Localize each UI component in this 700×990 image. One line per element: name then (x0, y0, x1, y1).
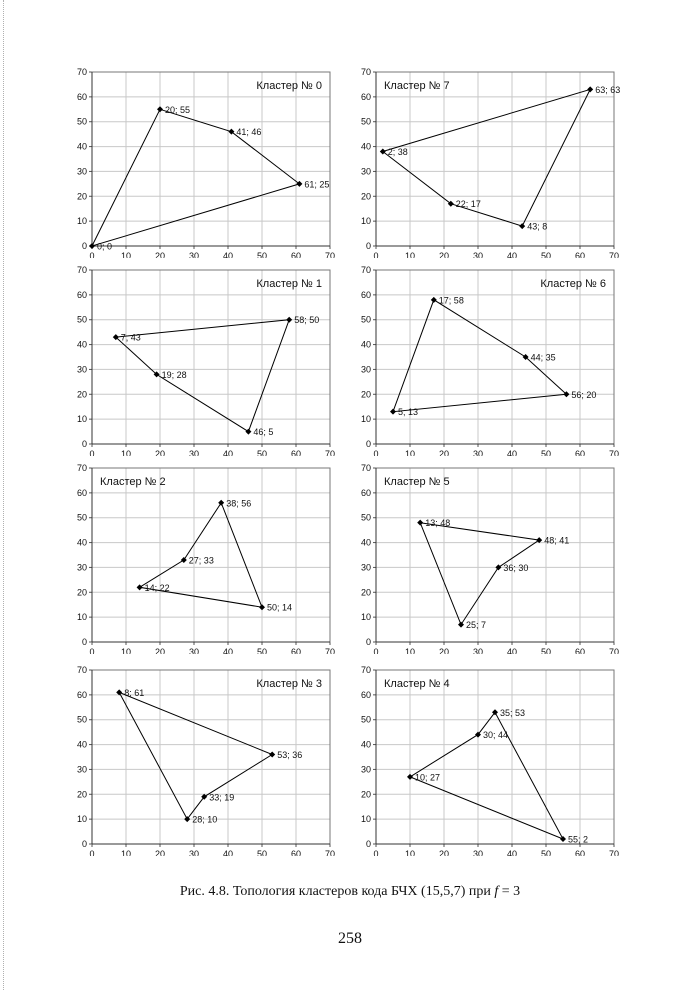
x-tick-label: 60 (290, 251, 302, 258)
chart-cluster-7 (336, 60, 666, 258)
figure-caption (0, 884, 700, 900)
chart-cluster-6 (336, 258, 666, 456)
y-tick-label: 0 (365, 839, 371, 849)
x-tick-label: 70 (608, 849, 620, 856)
caption-variable: f (494, 884, 499, 899)
y-tick-label: 70 (360, 463, 371, 473)
x-tick-label: 40 (222, 251, 234, 258)
data-point-label: 58; 50 (294, 315, 320, 326)
y-tick-label: 10 (360, 216, 371, 227)
data-point-label: 38; 56 (226, 498, 252, 509)
y-tick-label: 20 (76, 587, 87, 598)
y-tick-label: 20 (360, 587, 371, 598)
data-point-label: 7; 43 (120, 332, 141, 343)
data-point-label: 20; 55 (165, 104, 191, 115)
data-point-marker (157, 106, 163, 112)
y-tick-label: 10 (76, 216, 87, 227)
x-tick-label: 10 (404, 251, 416, 258)
data-point-label: 19; 28 (161, 369, 187, 380)
x-tick-label: 30 (188, 647, 200, 654)
data-point-marker (269, 752, 275, 758)
x-tick-label: 50 (540, 449, 552, 456)
chart-svg (52, 258, 382, 456)
data-point-label: 33; 19 (209, 792, 235, 803)
chart-cluster-2 (52, 456, 382, 654)
y-tick-label: 0 (365, 637, 371, 647)
y-tick-label: 10 (76, 612, 87, 623)
x-tick-label: 20 (438, 449, 450, 456)
chart-svg (52, 456, 382, 654)
x-tick-label: 30 (472, 251, 484, 258)
x-tick-label: 30 (472, 849, 484, 856)
data-point-label: 48; 41 (544, 535, 570, 546)
x-tick-label: 50 (540, 849, 552, 856)
x-tick-label: 50 (256, 647, 268, 654)
x-tick-label: 10 (120, 647, 132, 654)
x-tick-label: 10 (120, 849, 132, 856)
x-tick-label: 20 (154, 449, 166, 456)
chart-title: Кластер № 2 (100, 476, 166, 488)
data-point-label: 53; 36 (277, 750, 303, 761)
x-tick-label: 60 (290, 647, 302, 654)
y-tick-label: 60 (360, 91, 371, 102)
x-tick-label: 50 (540, 251, 552, 258)
x-tick-label: 70 (608, 251, 620, 258)
x-tick-label: 10 (404, 449, 416, 456)
data-point-label: 2; 38 (387, 147, 408, 158)
x-tick-label: 40 (222, 647, 234, 654)
x-tick-label: 60 (574, 449, 586, 456)
data-point-label: 61; 25 (304, 179, 330, 190)
data-point-marker (495, 564, 501, 570)
x-tick-label: 20 (438, 647, 450, 654)
data-point-marker (181, 557, 187, 563)
y-tick-label: 40 (76, 141, 87, 152)
x-tick-label: 60 (290, 849, 302, 856)
chart-title: Кластер № 5 (384, 476, 450, 488)
x-tick-label: 0 (373, 251, 379, 258)
x-tick-label: 0 (89, 849, 95, 856)
y-tick-label: 40 (76, 537, 87, 548)
data-point-marker (137, 584, 143, 590)
y-tick-label: 50 (76, 714, 87, 725)
x-tick-label: 60 (290, 449, 302, 456)
y-tick-label: 50 (360, 512, 371, 523)
series-polygon (92, 109, 299, 246)
y-tick-label: 40 (360, 537, 371, 548)
x-tick-label: 50 (256, 449, 268, 456)
y-tick-label: 70 (360, 665, 371, 675)
y-tick-label: 30 (76, 562, 87, 573)
x-tick-label: 10 (120, 251, 132, 258)
x-tick-label: 10 (404, 647, 416, 654)
data-point-label: 55; 2 (568, 834, 589, 845)
chart-svg (336, 456, 666, 654)
y-tick-label: 10 (76, 414, 87, 425)
data-point-label: 44; 35 (530, 352, 556, 363)
data-point-label: 8; 61 (124, 687, 145, 698)
y-tick-label: 50 (76, 116, 87, 127)
data-point-marker (407, 774, 413, 780)
y-tick-label: 30 (360, 562, 371, 573)
y-tick-label: 50 (360, 714, 371, 725)
x-tick-label: 60 (574, 647, 586, 654)
page-number: 258 (338, 930, 362, 947)
data-point-label: 14; 22 (144, 582, 170, 593)
chart-title: Кластер № 3 (256, 678, 322, 690)
data-point-label: 50; 14 (267, 602, 293, 613)
x-tick-label: 0 (89, 251, 95, 258)
x-tick-label: 70 (324, 849, 336, 856)
y-tick-label: 20 (360, 789, 371, 800)
x-tick-label: 10 (404, 849, 416, 856)
data-point-marker (89, 243, 95, 249)
y-tick-label: 10 (360, 612, 371, 623)
chart-cluster-3 (52, 658, 382, 856)
chart-svg (336, 258, 666, 456)
y-tick-label: 70 (76, 265, 87, 275)
data-point-marker (390, 409, 396, 415)
y-tick-label: 40 (360, 739, 371, 750)
plot-frame (376, 468, 614, 642)
data-point-label: 41; 46 (236, 127, 262, 138)
chart-svg (336, 658, 666, 856)
data-point-marker (458, 622, 464, 628)
y-tick-label: 50 (76, 512, 87, 523)
y-tick-label: 40 (360, 339, 371, 350)
x-tick-label: 40 (506, 647, 518, 654)
x-tick-label: 20 (154, 251, 166, 258)
caption-suffix: = 3 (501, 884, 521, 899)
y-tick-label: 60 (360, 289, 371, 300)
chart-cluster-4 (336, 658, 666, 856)
data-point-marker (259, 604, 265, 610)
plot-frame (92, 72, 330, 246)
series-polygon (420, 523, 539, 625)
y-tick-label: 0 (81, 241, 87, 251)
x-tick-label: 70 (324, 449, 336, 456)
data-point-marker (587, 86, 593, 92)
data-point-marker (519, 223, 525, 229)
chart-title: Кластер № 6 (540, 278, 606, 290)
data-point-label: 35; 53 (500, 707, 526, 718)
x-tick-label: 0 (89, 449, 95, 456)
data-point-label: 0; 0 (97, 241, 113, 252)
x-tick-label: 40 (222, 849, 234, 856)
data-point-marker (286, 317, 292, 323)
x-tick-label: 50 (256, 251, 268, 258)
x-tick-label: 70 (324, 647, 336, 654)
x-tick-label: 0 (373, 849, 379, 856)
y-tick-label: 10 (76, 814, 87, 825)
x-tick-label: 20 (154, 647, 166, 654)
x-tick-label: 20 (438, 849, 450, 856)
y-tick-label: 30 (76, 166, 87, 177)
y-tick-label: 70 (76, 463, 87, 473)
x-tick-label: 70 (324, 251, 336, 258)
y-tick-label: 20 (76, 789, 87, 800)
x-tick-label: 50 (256, 849, 268, 856)
y-tick-label: 20 (76, 389, 87, 400)
data-point-label: 46; 5 (253, 427, 274, 438)
chart-cluster-0 (52, 60, 382, 258)
y-tick-label: 30 (76, 364, 87, 375)
y-tick-label: 30 (360, 764, 371, 775)
y-tick-label: 10 (360, 414, 371, 425)
caption-prefix: Рис. 4.8. Топология кластеров кода БЧХ (15,5,7) при (179, 884, 491, 899)
y-tick-label: 20 (76, 191, 87, 202)
x-tick-label: 40 (506, 849, 518, 856)
data-point-label: 63; 63 (595, 84, 621, 95)
data-point-label: 28; 10 (192, 814, 218, 825)
chart-svg (52, 60, 382, 258)
x-tick-label: 70 (608, 449, 620, 456)
y-tick-label: 60 (76, 91, 87, 102)
y-tick-label: 0 (81, 439, 87, 449)
y-tick-label: 40 (76, 739, 87, 750)
x-tick-label: 40 (506, 449, 518, 456)
y-tick-label: 30 (360, 364, 371, 375)
series-polygon (116, 320, 289, 432)
y-tick-label: 40 (360, 141, 371, 152)
x-tick-label: 30 (188, 449, 200, 456)
y-tick-label: 50 (76, 314, 87, 325)
data-point-marker (431, 297, 437, 303)
plot-frame (376, 270, 614, 444)
x-tick-label: 50 (540, 647, 552, 654)
data-point-label: 13; 48 (425, 518, 451, 529)
data-point-label: 36; 30 (503, 562, 529, 573)
y-tick-label: 10 (360, 814, 371, 825)
y-tick-label: 30 (360, 166, 371, 177)
y-tick-label: 70 (360, 67, 371, 77)
data-point-label: 17; 58 (438, 295, 464, 306)
y-tick-label: 60 (76, 689, 87, 700)
x-tick-label: 30 (188, 251, 200, 258)
x-tick-label: 40 (222, 449, 234, 456)
y-tick-label: 60 (360, 689, 371, 700)
y-tick-label: 20 (360, 389, 371, 400)
data-point-marker (245, 429, 251, 435)
x-tick-label: 20 (154, 849, 166, 856)
y-tick-label: 40 (76, 339, 87, 350)
data-point-label: 22; 17 (455, 199, 481, 210)
data-point-label: 56; 20 (571, 389, 597, 400)
x-tick-label: 30 (472, 449, 484, 456)
x-tick-label: 0 (373, 449, 379, 456)
data-point-marker (218, 500, 224, 506)
x-tick-label: 20 (438, 251, 450, 258)
y-tick-label: 50 (360, 116, 371, 127)
y-tick-label: 0 (81, 839, 87, 849)
y-tick-label: 0 (81, 637, 87, 647)
x-tick-label: 10 (120, 449, 132, 456)
x-tick-label: 30 (472, 647, 484, 654)
data-point-label: 10; 27 (415, 772, 441, 783)
chart-cluster-5 (336, 456, 666, 654)
y-tick-label: 60 (76, 289, 87, 300)
plot-frame (92, 270, 330, 444)
chart-title: Кластер № 4 (384, 678, 450, 690)
data-point-label: 5; 13 (398, 407, 419, 418)
y-tick-label: 60 (360, 487, 371, 498)
chart-svg (336, 60, 666, 258)
y-tick-label: 0 (365, 439, 371, 449)
data-point-label: 27; 33 (188, 555, 214, 566)
x-tick-label: 0 (89, 647, 95, 654)
chart-title: Кластер № 7 (384, 80, 450, 92)
data-point-marker (417, 520, 423, 526)
y-tick-label: 70 (76, 665, 87, 675)
y-tick-label: 30 (76, 764, 87, 775)
data-point-label: 43; 8 (527, 221, 548, 232)
y-tick-label: 70 (76, 67, 87, 77)
chart-cluster-1 (52, 258, 382, 456)
x-tick-label: 30 (188, 849, 200, 856)
y-tick-label: 50 (360, 314, 371, 325)
x-tick-label: 60 (574, 849, 586, 856)
y-tick-label: 20 (360, 191, 371, 202)
x-tick-label: 60 (574, 251, 586, 258)
chart-title: Кластер № 1 (256, 278, 322, 290)
x-tick-label: 40 (506, 251, 518, 258)
data-point-label: 30; 44 (483, 730, 509, 741)
y-tick-label: 0 (365, 241, 371, 251)
x-tick-label: 70 (608, 647, 620, 654)
plot-frame (376, 72, 614, 246)
y-tick-label: 70 (360, 265, 371, 275)
data-point-marker (560, 836, 566, 842)
y-tick-label: 60 (76, 487, 87, 498)
series-polygon (383, 89, 590, 226)
data-point-label: 25; 7 (466, 620, 487, 631)
x-tick-label: 0 (373, 647, 379, 654)
chart-title: Кластер № 0 (256, 80, 322, 92)
series-polygon (119, 692, 272, 819)
plot-frame (376, 670, 614, 844)
chart-svg (52, 658, 382, 856)
